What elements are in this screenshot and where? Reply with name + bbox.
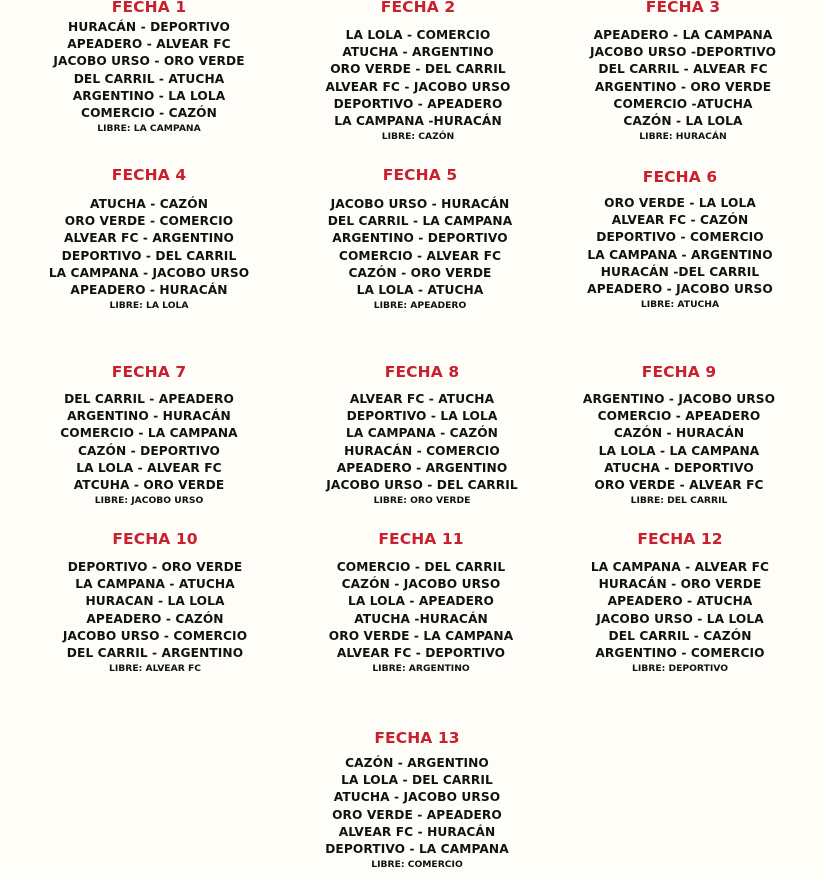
libre-team: LIBRE: CAZÓN xyxy=(381,131,455,143)
match-list xyxy=(285,196,555,312)
fecha-5-block xyxy=(285,165,555,312)
match-item: DEPORTIVO - DEL CARRIL xyxy=(61,248,237,263)
fecha-title: FECHA 10 xyxy=(112,530,198,548)
fecha-title: FECHA 4 xyxy=(111,166,187,184)
match-item: COMERCIO - CAZÓN xyxy=(81,106,217,121)
match-item: ARGENTINO - ORO VERDE xyxy=(594,79,772,94)
match-item: APEADERO - CAZÓN xyxy=(86,611,224,626)
match-item: APEADERO - JACOBO URSO xyxy=(587,282,773,297)
fecha-title: FECHA 2 xyxy=(380,0,456,16)
match-item: CAZÓN - DEPORTIVO xyxy=(77,443,221,458)
match-item: DEL CARRIL - ATUCHA xyxy=(73,71,225,86)
fecha-title: FECHA 12 xyxy=(637,530,723,548)
match-list xyxy=(286,559,556,675)
match-item: LA CAMPANA - ALVEAR FC xyxy=(590,560,770,574)
match-list xyxy=(282,755,552,871)
match-item: LA CAMPANA - ATUCHA xyxy=(75,577,235,592)
match-item: ARGENTINO - DEPORTIVO xyxy=(332,231,508,246)
fecha-title: FECHA 5 xyxy=(382,166,458,184)
libre-team: LIBRE: HURACÁN xyxy=(639,131,727,143)
match-item: CAZÓN - ORO VERDE xyxy=(348,265,492,280)
fecha-title: FECHA 7 xyxy=(111,363,187,381)
match-item: LA LOLA - ALVEAR FC xyxy=(76,460,222,475)
fecha-12-block xyxy=(545,529,815,675)
match-item: APEADERO - ATUCHA xyxy=(607,594,753,609)
match-item: LA CAMPANA - ARGENTINO xyxy=(587,247,773,262)
fecha-11-block xyxy=(286,529,556,675)
match-item: HURACÁN - COMERCIO xyxy=(344,443,500,458)
match-item: LA CAMPANA -HURACÁN xyxy=(334,114,502,129)
match-item: LA LOLA - LA CAMPANA xyxy=(598,443,760,458)
match-list xyxy=(548,27,818,143)
libre-team: LIBRE: ALVEAR FC xyxy=(109,663,201,675)
match-list xyxy=(283,27,553,143)
match-item: ARGENTINO - HURACÁN xyxy=(67,409,231,424)
fecha-title: FECHA 1 xyxy=(111,0,187,16)
match-item: ATUCHA - ARGENTINO xyxy=(342,45,494,60)
match-item: ARGENTINO - COMERCIO xyxy=(595,646,765,661)
fecha-title: FECHA 8 xyxy=(384,363,460,381)
match-item: LA LOLA - ATUCHA xyxy=(356,283,484,298)
match-item: ALVEAR FC - ARGENTINO xyxy=(63,231,234,246)
match-item: ORO VERDE - LA CAMPANA xyxy=(328,628,514,643)
match-item: ATUCHA - JACOBO URSO xyxy=(333,790,501,805)
libre-team: LIBRE: ARGENTINO xyxy=(372,663,470,675)
libre-team: LIBRE: DEL CARRIL xyxy=(630,495,728,507)
match-item: ARGENTINO - LA LOLA xyxy=(72,88,226,103)
fecha-title: FECHA 6 xyxy=(642,168,718,186)
match-list xyxy=(14,391,284,507)
fecha-2-block xyxy=(283,0,553,143)
match-item: APEADERO - LA CAMPANA xyxy=(593,28,773,42)
match-list xyxy=(14,196,284,312)
match-item: COMERCIO -ATUCHA xyxy=(613,96,753,111)
match-item: DEL CARRIL - ARGENTINO xyxy=(66,646,244,661)
libre-team: LIBRE: ORO VERDE xyxy=(373,495,471,507)
match-list xyxy=(544,391,814,507)
match-item: LA LOLA - APEADERO xyxy=(348,594,494,609)
match-item: HURACÁN - DEPORTIVO xyxy=(68,20,230,34)
libre-team: LIBRE: JACOBO URSO xyxy=(94,495,204,507)
match-item: ORO VERDE - COMERCIO xyxy=(64,214,234,229)
fecha-3-block xyxy=(548,0,818,143)
match-item: DEPORTIVO - LA CAMPANA xyxy=(325,842,509,857)
match-item: JACOBO URSO -DEPORTIVO xyxy=(589,45,777,60)
match-item: DEL CARRIL - ALVEAR FC xyxy=(598,62,768,77)
fecha-6-block xyxy=(545,167,815,311)
fecha-8-block xyxy=(287,362,557,507)
match-item: ORO VERDE - ALVEAR FC xyxy=(594,478,764,493)
match-list xyxy=(545,195,815,311)
match-item: CAZÓN - ARGENTINO xyxy=(345,756,489,770)
match-list xyxy=(20,559,290,675)
fecha-1-block xyxy=(14,0,284,135)
match-item: ALVEAR FC - DEPORTIVO xyxy=(336,646,506,661)
match-item: ALVEAR FC - HURACÁN xyxy=(338,824,496,839)
match-item: COMERCIO - LA CAMPANA xyxy=(60,426,238,441)
match-item: CAZÓN - HURACÁN xyxy=(613,426,745,441)
match-item: CAZÓN - JACOBO URSO xyxy=(341,577,501,592)
libre-team: LIBRE: ATUCHA xyxy=(640,299,720,311)
match-item: JACOBO URSO - COMERCIO xyxy=(62,628,248,643)
match-item: ALVEAR FC - CAZÓN xyxy=(611,213,749,228)
fecha-title: FECHA 3 xyxy=(645,0,721,16)
match-item: ARGENTINO - JACOBO URSO xyxy=(582,392,776,406)
match-list xyxy=(287,391,557,507)
fecha-10-block xyxy=(20,529,290,675)
match-item: ORO VERDE - DEL CARRIL xyxy=(330,62,506,77)
match-item: JACOBO URSO - ORO VERDE xyxy=(53,54,245,69)
libre-team: LIBRE: DEPORTIVO xyxy=(631,663,729,675)
fecha-title: FECHA 13 xyxy=(374,729,460,747)
fecha-13-block xyxy=(282,728,552,871)
match-item: ATUCHA - DEPORTIVO xyxy=(604,460,754,475)
match-item: JACOBO URSO - DEL CARRIL xyxy=(326,478,518,493)
match-item: ATUCHA -HURACÁN xyxy=(354,611,488,626)
fecha-4-block xyxy=(14,165,284,312)
match-item: ATUCHA - CAZÓN xyxy=(90,197,208,211)
match-item: DEPORTIVO - COMERCIO xyxy=(596,230,764,245)
match-item: LA LOLA - COMERCIO xyxy=(345,28,491,42)
match-item: HURACÁN -DEL CARRIL xyxy=(600,264,760,279)
match-item: DEL CARRIL - LA CAMPANA xyxy=(327,214,513,229)
match-item: CAZÓN - LA LOLA xyxy=(623,114,743,129)
match-item: DEPORTIVO - APEADERO xyxy=(333,96,503,111)
match-list xyxy=(14,19,284,135)
match-item: JACOBO URSO - HURACÁN xyxy=(330,197,510,211)
match-item: APEADERO - ARGENTINO xyxy=(336,460,508,475)
libre-team: LIBRE: APEADERO xyxy=(373,300,467,312)
match-item: HURACAN - LA LOLA xyxy=(85,594,225,609)
match-item: ALVEAR FC - ATUCHA xyxy=(349,392,495,406)
match-item: COMERCIO - APEADERO xyxy=(597,409,761,424)
match-item: DEPORTIVO - LA LOLA xyxy=(346,409,498,424)
fecha-title: FECHA 9 xyxy=(641,363,717,381)
match-item: LA LOLA - DEL CARRIL xyxy=(341,773,493,788)
match-item: DEPORTIVO - ORO VERDE xyxy=(67,560,243,574)
match-item: APEADERO - HURACÁN xyxy=(70,283,228,298)
match-item: ALVEAR FC - JACOBO URSO xyxy=(325,79,511,94)
match-item: JACOBO URSO - LA LOLA xyxy=(596,611,764,626)
match-item: COMERCIO - ALVEAR FC xyxy=(338,248,502,263)
match-item: ORO VERDE - LA LOLA xyxy=(604,196,756,210)
match-item: APEADERO - ALVEAR FC xyxy=(67,37,231,52)
libre-team: LIBRE: COMERCIO xyxy=(371,859,463,871)
match-item: LA CAMPANA - CAZÓN xyxy=(346,426,498,441)
libre-team: LIBRE: LA LOLA xyxy=(109,300,189,312)
match-item: HURACÁN - ORO VERDE xyxy=(598,577,762,592)
match-item: ORO VERDE - APEADERO xyxy=(332,807,502,822)
match-item: DEL CARRIL - CAZÓN xyxy=(608,628,752,643)
match-item: LA CAMPANA - JACOBO URSO xyxy=(48,265,250,280)
fecha-title: FECHA 11 xyxy=(378,530,464,548)
fecha-7-block xyxy=(14,362,284,507)
fecha-9-block xyxy=(544,362,814,507)
match-item: DEL CARRIL - APEADERO xyxy=(64,392,234,406)
libre-team: LIBRE: LA CAMPANA xyxy=(97,123,201,135)
match-item: ATCUHA - ORO VERDE xyxy=(73,478,225,493)
match-item: COMERCIO - DEL CARRIL xyxy=(336,560,506,574)
match-list xyxy=(545,559,815,675)
